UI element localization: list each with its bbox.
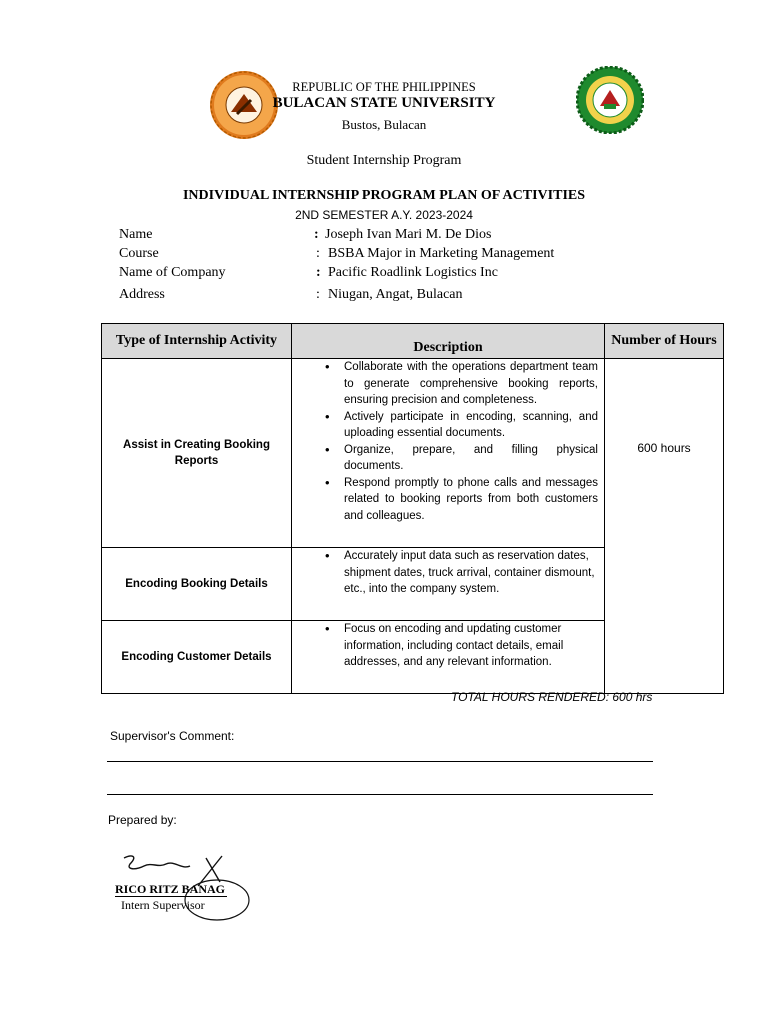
activities-table <box>101 323 724 694</box>
supervisor-comment-label: Supervisor's Comment: <box>110 729 235 743</box>
header-description: Description <box>292 324 605 359</box>
info-value-name: Joseph Ivan Mari M. De Dios <box>325 227 492 242</box>
info-sep-name: : <box>314 227 319 242</box>
info-value-company: Pacific Roadlink Logistics Inc <box>328 265 498 280</box>
header-activity-type: Type of Internship Activity <box>102 324 292 359</box>
total-hours: TOTAL HOURS RENDERED: 600 hrs <box>451 690 653 704</box>
list-item: • Focus on encoding and updating customer information, including contact details, email addresses, and any relevant information. <box>344 621 598 671</box>
program-name: Student Internship Program <box>306 153 462 168</box>
semester: 2ND SEMESTER A.Y. 2023-2024 <box>295 208 473 222</box>
plan-title: INDIVIDUAL INTERNSHIP PROGRAM PLAN OF ACTIVITIES <box>182 188 586 203</box>
comment-line <box>107 794 653 795</box>
list-item: • Collaborate with the operations department team to generate comprehensive booking reports, ensuring precision and completeness. <box>344 359 598 409</box>
info-label-company: Name of Company <box>119 265 226 280</box>
prepared-by-label: Prepared by: <box>108 813 177 827</box>
signature-line <box>115 896 227 897</box>
comment-line <box>107 761 653 762</box>
campus-location: Bustos, Bulacan <box>341 117 427 132</box>
description-cell <box>292 621 605 694</box>
info-label-course: Course <box>119 246 159 261</box>
table-header-row <box>102 324 724 359</box>
signatory-title: Intern Supervisor <box>121 898 205 912</box>
university-name: BULACAN STATE UNIVERSITY <box>272 95 496 111</box>
info-sep-course: : <box>316 246 320 261</box>
activity-cell: Encoding Booking Details <box>102 548 292 621</box>
description-cell <box>292 359 605 548</box>
list-item: • Accurately input data such as reservation dates, shipment dates, truck arrival, container dismount, etc., into the company system. <box>344 548 598 598</box>
info-label-name: Name <box>119 227 153 242</box>
info-value-course: BSBA Major in Marketing Management <box>328 246 555 261</box>
header-hours: Number of Hours <box>605 324 724 359</box>
republic-heading: REPUBLIC OF THE PHILIPPINES <box>292 80 476 94</box>
activity-cell: Assist in Creating Booking Reports <box>102 359 292 548</box>
info-sep-company: : <box>316 265 321 280</box>
activity-cell: Encoding Customer Details <box>102 621 292 694</box>
info-sep-address: : <box>316 287 320 302</box>
description-cell <box>292 548 605 621</box>
list-item: • Organize, prepare, and filling physical documents. <box>344 442 598 475</box>
hours-cell: 600 hours <box>605 359 724 694</box>
list-item: • Respond promptly to phone calls and messages related to booking reports from both customers and colleagues. <box>344 475 598 525</box>
signatory-name: RICO RITZ BANAG <box>115 882 226 896</box>
table-row <box>102 359 724 548</box>
list-item: • Actively participate in encoding, scanning, and uploading essential documents. <box>344 409 598 442</box>
info-label-address: Address <box>119 287 165 302</box>
info-value-address: Niugan, Angat, Bulacan <box>328 287 463 302</box>
